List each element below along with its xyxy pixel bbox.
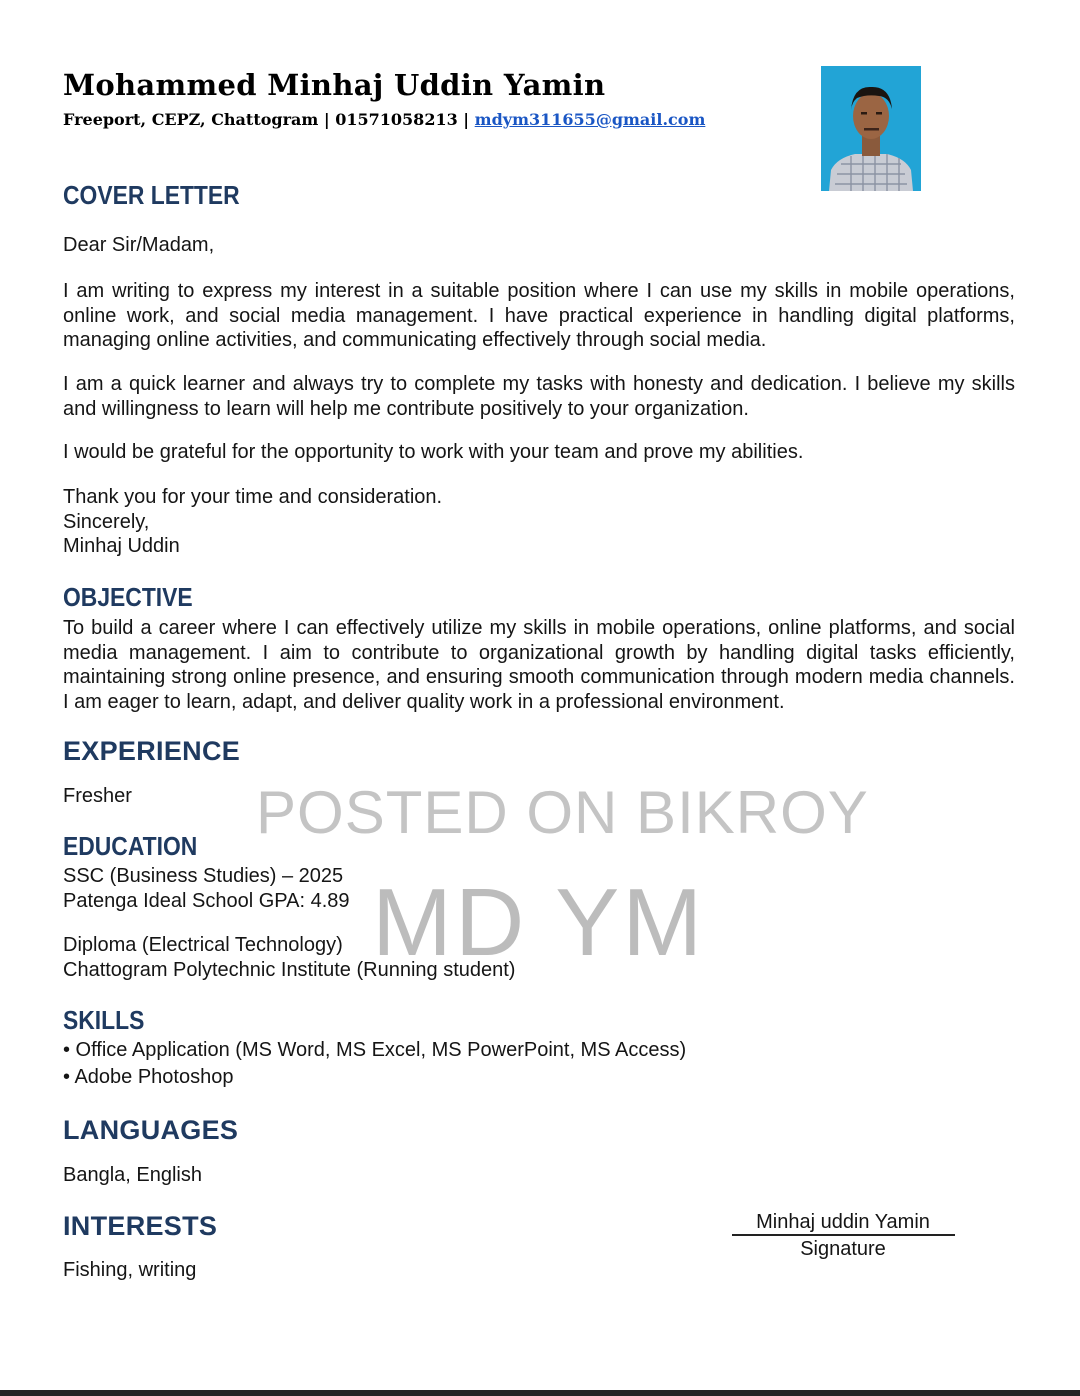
skill-item: • Office Application (MS Word, MS Excel, MS PowerPoint, MS Access) <box>63 1039 687 1061</box>
experience-text: Fresher <box>63 785 132 807</box>
bottom-border <box>0 1390 1080 1396</box>
salutation: Dear Sir/Madam, <box>63 234 215 256</box>
objective-heading: OBJECTIVE <box>63 582 193 612</box>
profile-photo <box>821 66 921 191</box>
education-title: SSC (Business Studies) – 2025 <box>63 865 344 887</box>
objective-text: To build a career where I can effectively utilize my skills in mobile operations, online platforms, and social media management. I aim to contribute to organizational growth by handling digital tasks efficiently, maintaining strong online presence, and ensuring smooth communication through modern media channels. I am eager to learn, adapt, and deliver quality work in a professional environment. <box>63 617 1015 713</box>
signature-name: Minhaj uddin Yamin <box>756 1211 930 1233</box>
cover-letter-paragraph: I am writing to express my interest in a suitable position where I can use my skills in mobile operations, online work, and social media management. I have practical experience in handling digital platforms, managing online activities, and communicating effectively through social media. <box>63 280 1015 351</box>
education-heading: EDUCATION <box>63 831 198 861</box>
skills-heading: SKILLS <box>63 1005 145 1035</box>
signer-name: Minhaj Uddin <box>63 535 180 557</box>
watermark-text: POSTED ON BIKROY <box>256 779 869 846</box>
languages-text: Bangla, English <box>63 1164 202 1186</box>
interests-text: Fishing, writing <box>63 1259 197 1281</box>
education-detail: Chattogram Polytechnic Institute (Running student) <box>63 959 516 981</box>
signoff: Sincerely, <box>63 511 150 533</box>
email-link[interactable]: mdym311655@gmail.com <box>474 110 706 129</box>
education-detail: Patenga Ideal School GPA: 4.89 <box>63 890 350 912</box>
interests-heading: INTERESTS <box>63 1211 218 1241</box>
cover-letter-paragraph: I am a quick learner and always try to complete my tasks with honesty and dedication. I believe my skills and willingness to learn will help me contribute positively to your organization. <box>63 373 1015 420</box>
cover-letter-paragraph: I would be grateful for the opportunity to work with your team and prove my abilities. <box>63 441 804 463</box>
watermark-initials: MD YM <box>372 869 706 976</box>
closing-line: Thank you for your time and consideration. <box>63 486 443 508</box>
skill-item: • Adobe Photoshop <box>63 1066 234 1088</box>
languages-heading: LANGUAGES <box>63 1115 239 1145</box>
cover-letter-heading: COVER LETTER <box>63 180 240 210</box>
education-title: Diploma (Electrical Technology) <box>63 934 343 956</box>
contact-line <box>63 110 705 129</box>
signature-line <box>732 1234 955 1236</box>
experience-heading: EXPERIENCE <box>63 736 241 766</box>
contact-details: Freeport, CEPZ, Chattogram | 01571058213 | <box>63 110 475 129</box>
applicant-name: Mohammed Minhaj Uddin Yamin <box>63 68 606 102</box>
signature-label: Signature <box>800 1238 886 1260</box>
